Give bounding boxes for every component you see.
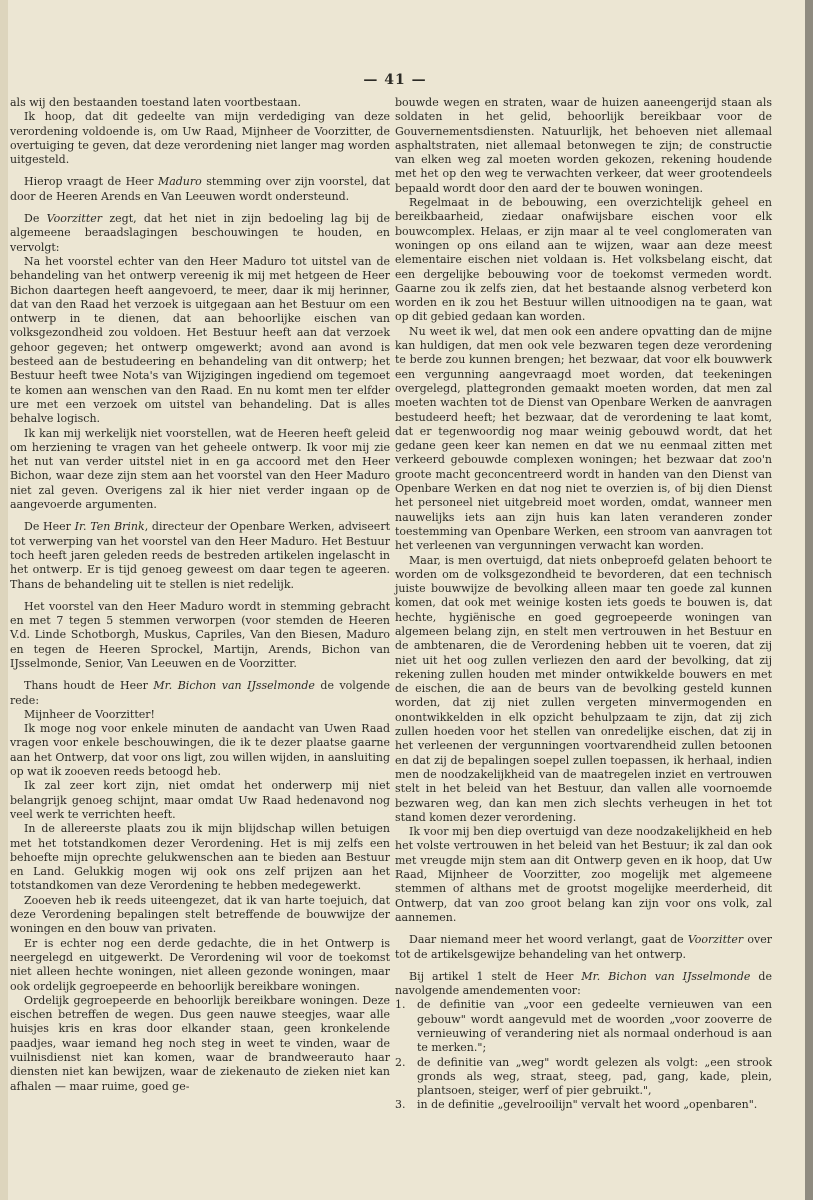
list-item <box>395 1056 772 1099</box>
item-text: de definitie van „weg" wordt gelezen als volgt: „een strook gronds als weg, straat, steeg, pad, gang, kade, plein, plantsoen, steiger, werf of pier gebruikt.", <box>417 1055 772 1098</box>
speaker-name: Ir. Ten Brink <box>74 520 145 534</box>
paragraph: Daar niemand meer het woord verlangt, gaat de Voorzitter over tot de artikelsgewijze behandeling van het ontwerp. <box>395 933 772 961</box>
right-column <box>395 96 772 1113</box>
page-edge <box>805 0 813 1200</box>
paragraph: Bij artikel 1 stelt de Heer Mr. Bichon van IJsselmonde de navolgende amendementen voor: <box>395 969 772 998</box>
paragraph: Mijnheer de Voorzitter! <box>24 707 155 721</box>
page-number: — 41 — <box>363 72 427 88</box>
paragraph: Ik hoop, dat dit gedeelte van mijn verdediging van deze verordening voldoende is, om Uw Raad, Mijnheer de Voorzitter, de overtuiging te geven, dat deze verordening niet langer mag worden uitgesteld. <box>10 110 390 167</box>
paragraph: Regelmaat in de bebouwing, een overzichtelijk geheel en bereikbaarheid, ziedaar onafwijsbare eischen voor elk bouwcomplex. Helaas, er zijn maar al te veel conglomeraten van woningen op ons eiland aan te wijzen, waar aan deze meest elementaire eischen niet voldaan is. Het volksbelang eischt, dat een dergelijke bebouwing voor de toekomst vermeden wordt. Gaarne zou ik zelfs zien, dat het bestaande alsnog verbeterd kon worden en ik zou het Bestuur willen uitnoodigen na te gaan, wat op dit gebied gedaan kan worden. <box>395 196 772 324</box>
paragraph: Ik zal zeer kort zijn, niet omdat het onderwerp mij niet belangrijk genoeg schijnt, maar omdat Uw Raad hedenavond nog veel werk te verrichten heeft. <box>10 779 390 821</box>
paragraph: De Heer Ir. Ten Brink, directeur der Openbare Werken, adviseert tot verwerping van het voorstel van den Heer Maduro. Het Bestuur toch heeft jaren geleden reeds de bestreden artikelen ingelascht in het ontwerp. Er is tijd genoeg geweest om daar tegen te ageeren. Thans de behandeling uit te stellen is niet redelijk. <box>10 520 390 591</box>
speaker-name: Mr. Bichon van IJsselmonde <box>581 969 751 983</box>
paragraph: Het voorstel van den Heer Maduro wordt in stemming gebracht en met 7 tegen 5 stemmen verworpen (voor stemden de Heeren V.d. Linde Schotborgh, Muskus, Capriles, Van den Biesen, Maduro en tegen de Heeren Sprockel, Martijn, Arends, Bichon van IJsselmonde, Senior, Van Leeuwen en de Voorzitter. <box>10 599 390 670</box>
speaker-name: Maduro <box>157 175 202 189</box>
paragraph: Hierop vraagt de Heer Maduro stemming over zijn voorstel, dat door de Heeren Arends en Van Leeuwen wordt ondersteund. <box>10 175 390 203</box>
paragraph: bouwde wegen en straten, waar de huizen aaneengerijd staan als soldaten in het gelid, behoorlijk bereikbaar voor de Gouvernementsdiensten. Natuurlijk, het behoeven niet allemaal asphaltstraten, niet allemaal betonwegen te zijn; de constructie van elken weg zal moeten worden gekozen, rekening houdende met het op den weg te verwachten verkeer, dat weer grootendeels bepaald wordt door den aard der te bouwen woningen. <box>395 96 772 195</box>
item-text: in de definitie „gevelrooilijn" vervalt het woord „openbaren". <box>417 1098 758 1112</box>
item-text: de definitie van „voor een gedeelte vernieuwen van een gebouw" wordt aangevuld met de woorden „voor zooverre de vernieuwing of verandering niet als normaal onderhoud is aan te merken."; <box>417 998 772 1055</box>
list-item <box>395 1098 772 1112</box>
paragraph: Nu weet ik wel, dat men ook een andere opvatting dan de mijne kan huldigen, dat men ook vele bezwaren tegen deze verordening te berde zou kunnen brengen; het bezwaar, dat voor elk bouwwerk een vergunning aangevraagd moet worden, dat teekeningen overgelegd, plattegronden gemaakt moeten worden, dat men zal moeten wachten tot de Dienst van Openbare Werken de aanvragen bestudeerd heeft; het bezwaar, dat de verordening te laat komt, dat er tegenwoordig nog maar weinig gebouwd wordt, dat het gedane geen keer kan nemen en dat we nu eenmaal zitten met verkeerd gebouwde complexen woningen; het bezwaar dat zoo'n groote macht geconcentreerd wordt in handen van den Dienst van Openbare Werken en dat nog niet te overzien is, of bij dien Dienst het personeel niet uitgebreid moet worden, omdat, wanneer men nauwelijks iets aan zijn huis kan laten veranderen zonder toestemming van Openbare Werken, een stroom van aanvragen tot het verleenen van vergunningen verwacht kan worden. <box>395 324 772 553</box>
paragraph: In de allereerste plaats zou ik mijn blijdschap willen betuigen met het totstandkomen dezer Verordening. Het is mij zelfs een behoefte mijn oprechte gelukwenschen aan te bieden aan Bestuur en Land. Gelukkig mogen wij ook ons zelf prijzen aan het totstandkomen van deze Verordening te hebben medegewerkt. <box>10 822 390 893</box>
paragraph: Ik kan mij werkelijk niet voorstellen, wat de Heeren heeft geleid om herziening te vragen van het geheele ontwerp. Ik voor mij zie het nut van verder uitstel niet in en ga accoord met den Heer Bichon, waar deze zijn stem aan het voorstel van den Heer Maduro niet zal geven. Overigens zal ik hier niet verder ingaan op de aangevoerde argumenten. <box>10 426 390 512</box>
paragraph: Ik voor mij ben diep overtuigd van deze noodzakelijkheid en heb het volste vertrouwen in het beleid van het Bestuur; ik zal dan ook met vreugde mijn stem aan dit Ontwerp geven en ik hoop, dat Uw Raad, Mijnheer de Voorzitter, zoo mogelijk met algemeene stemmen of althans met de grootst mogelijke meerderheid, dit Ontwerp, dat van zoo groot belang kan zijn voor ons volk, zal aannemen. <box>395 825 772 924</box>
left-column <box>10 96 390 1094</box>
paragraph: Ik moge nog voor enkele minuten de aandacht van Uwen Raad vragen voor enkele beschouwingen, die ik te dezer plaatse gaarne aan het Ontwerp, dat voor ons ligt, zou willen wijden, in aansluiting op wat ik zooeven reeds betoogd heb. <box>10 722 390 779</box>
paragraph: De Voorzitter zegt, dat het niet in zijn bedoeling lag bij de algemeene beraadslagingen beschouwingen te houden, en vervolgt: <box>10 212 391 254</box>
speaker-name: Voorzitter <box>46 212 103 226</box>
binding-edge <box>0 0 8 1200</box>
speaker-name: Mr. Bichon van IJsselmonde <box>153 679 315 693</box>
item-number: 2. <box>395 1055 406 1069</box>
item-number: 3. <box>395 1098 406 1112</box>
paragraph: Zooeven heb ik reeds uiteengezet, dat ik van harte toejuich, dat deze Verordening bepalingen stelt betreffende de bouwwijze der woningen en den bouw van privaten. <box>10 893 390 936</box>
paragraph: Er is echter nog een derde gedachte, die in het Ontwerp is neergelegd en uitgewerkt. De Verordening wil voor de toekomst niet alleen hechte woningen, niet alleen gezonde woningen, maar ook ordelijk gegroepeerde en behoorlijk bereikbare woningen. <box>10 936 390 993</box>
paragraph: Thans houdt de Heer Mr. Bichon van IJsselmonde de volgende rede: <box>10 679 391 707</box>
item-number: 1. <box>395 998 406 1012</box>
speaker-name: Voorzitter <box>687 933 744 947</box>
paragraph: als wij den bestaanden toestand laten voortbestaan. <box>10 96 301 109</box>
amendment-list <box>395 998 772 1112</box>
paragraph: Ordelijk gegroepeerde en behoorlijk bereikbare woningen. Deze eischen betreffen de wegen. Dus geen nauwe steegjes, waar alle huisjes kris en kras door elkander staan, geen kronkelende paadjes, waar iemand heg noch steg in weet te vinden, waar de vuilnisdienst niet kan komen, waar de brandweerauto haar diensten niet kan bewijzen, waar de ziekenauto de zieken niet kan afhalen — maar ruime, goed ge- <box>10 993 390 1093</box>
paragraph: Na het voorstel echter van den Heer Maduro tot uitstel van de behandeling van het ontwerp vereenig ik mij met hetgeen de Heer Bichon daartegen heeft aangevoerd, te meer, daar ik mij herinner, dat van den Raad het verzoek is uitgegaan aan het Bestuur om een ontwerp in te dienen, dat aan behoorlijke eischen van volksgezondheid zou voldoen. Het Bestuur heeft aan dat verzoek gehoor gegeven; het ontwerp omgewerkt; avond aan avond is besteed aan de bestudeering en behandeling van dit ontwerp; het Bestuur heeft twee Nota's van Wijzigingen ingediend om tegemoet te komen aan wenschen van den Raad. En nu komt men ter elfder ure met een verzoek om uitstel van behandeling. Dat is alles behalve logisch. <box>10 254 390 426</box>
paragraph: Maar, is men overtuigd, dat niets onbeproefd gelaten behoort te worden om de volksgezondheid te bevorderen, dat een technisch juiste bouwwijze de bevolking alleen maar ten goede zal kunnen komen, dat ook met weinige kosten iets goeds te bouwen is, dat hechte, hygiënische en goed gegroepeerde woningen van algemeen belang zijn, en stelt men vertrouwen in het Bestuur en de ambtenaren, die de Verordening hebben uit te voeren, dat zij niet uit het oog zullen verliezen den aard der bevolking, dat zij rekening zullen houden met minder ontwikkelde bouwers en met de eischen, die aan de beurs van de bevolking gesteld kunnen worden, dat zij niet zullen vergeten minvermogenden en onontwikkelden in elk opzicht behulpzaam te zijn, dat zij zich zullen hoeden voor het stellen van onredelijke eischen, dat zij in het verleenen der vergunningen voortvarendheid zullen betoonen en dat zij de bepalingen soepel zullen toepassen, ik herhaal, indien men de noodzakelijkheid van de maatregelen inziet en vertrouwen stelt in het beleid van het Bestuur, dan vallen alle voornoemde bezwaren weg, dan kan men zich slechts verheugen in het tot stand komen dezer verordening. <box>395 553 772 824</box>
list-item <box>395 998 772 1055</box>
